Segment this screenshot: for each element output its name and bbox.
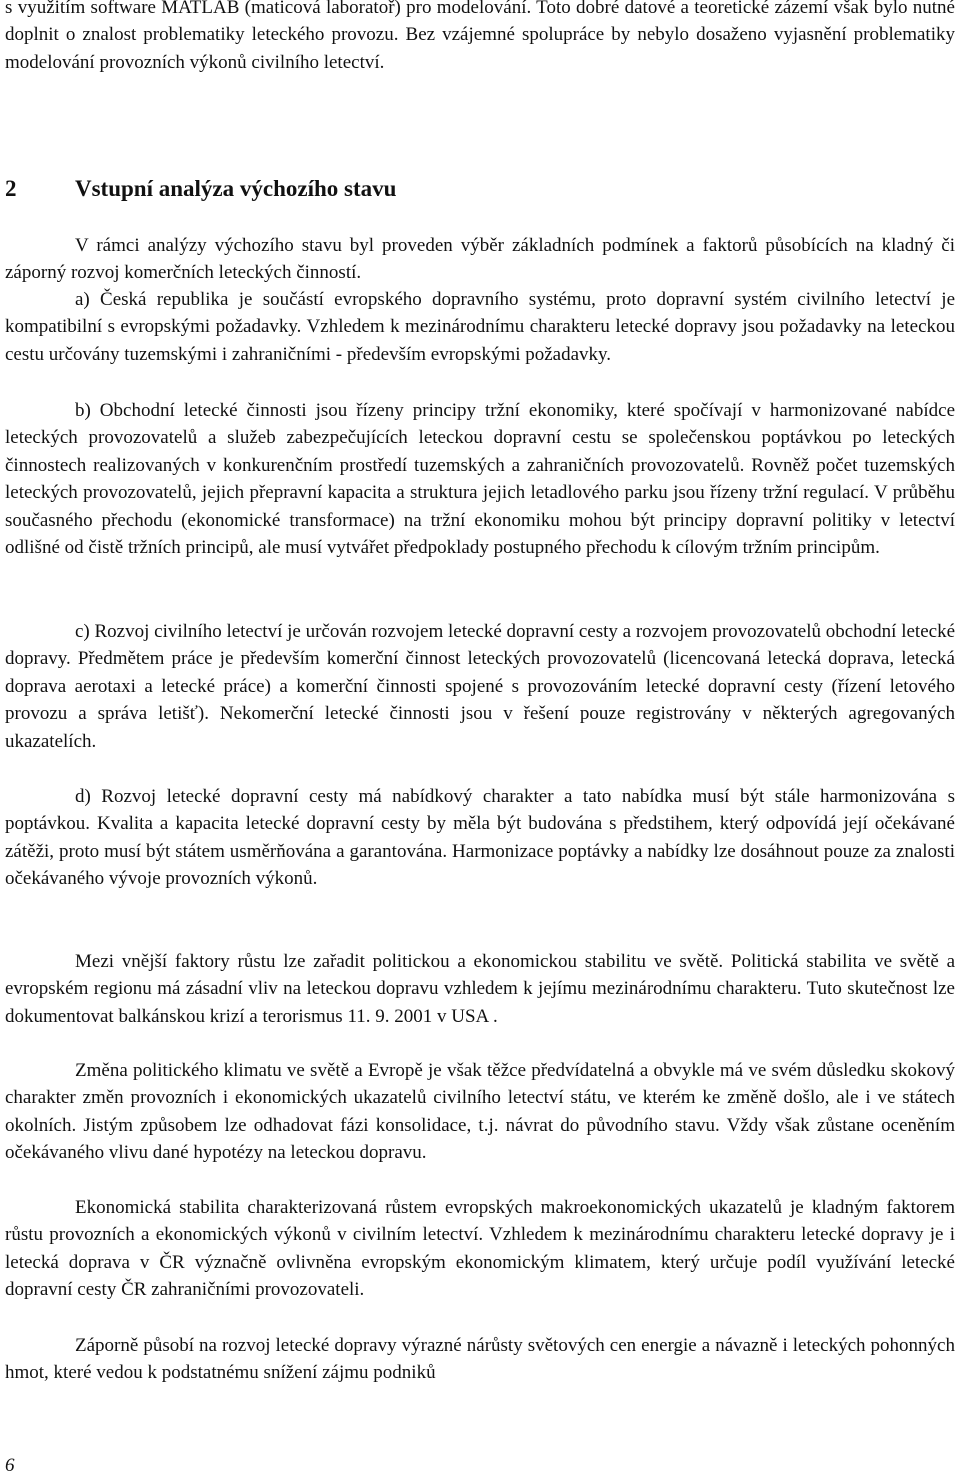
- paragraph-economic-stability: Ekonomická stabilita charakterizovaná růstem evropských makroekonomických ukazatelů je kladným faktorem růstu provozních a ekonomických výkonů v civilním letectví. Vzhledem k mezinárodnímu charakteru letecké dopravy je i letecká doprava v ČR význačně ovlivněna evropským ekonomickým klimatem, který určuje podíl využívání letecké dopravní cesty ČR zahraničními provozovateli.: [5, 1197, 955, 1301]
- paragraph-item-b: b) Obchodní letecké činnosti jsou řízeny principy tržní ekonomiky, které spočívají v harmonizované nabídce leteckých provozovatelů a služeb zabezpečujících leteckou dopravní cestu se společenskou poptávkou po leteckých činnostech realizovaných v konkurenčním prostředí tuzemských a zahraničních provozovatelů. Rovněž počet tuzemských leteckých provozovatelů, jejich přepravní kapacita a struktura jejich letadlového parku jsou řízeny tržní regulací. V průběhu současného přechodu (ekonomické transformace) na tržní ekonomiku mohou být principy dopravní politiky v letectví odlišné od čistě tržních principů, ale musí vytvářet předpoklady postupného přechodu k cílovým tržním principům.: [5, 400, 955, 559]
- intro-paragraph: s využitím software MATLAB (maticová laboratoř) pro modelování. Toto dobré datové a teoretické zázemí však bylo nutné doplnit o znalost problematiky leteckého provozu. Bez vzájemné spolupráce by nebylo dosaženo vyjasnění problematiky modelování provozních výkonů civilního letectví.: [5, 0, 955, 73]
- paragraph-item-a: a) Česká republika je součástí evropského dopravního systému, proto dopravní systém civilního letectví je kompatibilní s evropskými požadavky. Vzhledem k mezinárodnímu charakteru letecké dopravy jsou požadavky na leteckou cestu určovány tuzemskými i zahraničními - především evropskými požadavky.: [5, 289, 955, 365]
- paragraph-scope: V rámci analýzy výchozího stavu byl proveden výběr základních podmínek a faktorů působících na kladný či záporný rozvoj komerčních leteckých činností.: [5, 235, 955, 284]
- section-heading: [5, 175, 396, 203]
- page-number: 6: [5, 1455, 15, 1476]
- paragraph-external-factors: Mezi vnější faktory růstu lze zařadit politickou a ekonomickou stabilitu ve světě. Politická stabilita ve světě a evropském regionu má zásadní vliv na leteckou dopravu vzhledem k jejímu mezinárodnímu charakteru. Tuto skutečnost lze dokumentovat balkánskou krizí a terorismus 11. 9. 2001 v USA .: [5, 951, 955, 1027]
- paragraph-item-c: c) Rozvoj civilního letectví je určován rozvojem letecké dopravní cesty a rozvojem provozovatelů obchodní letecké dopravy. Předmětem práce je především komerční činnost leteckých provozovatelů (licencovaná letecká doprava, letecká doprava aerotaxi a letecké práce) a komerční činnosti spojené s provozováním letecké dopravní cesty (řízení letového provozu a správa letišť). Nekomerční letecké činnosti jsou v řešení pouze registrovány v některých agregovaných ukazatelích.: [5, 621, 956, 752]
- paragraph-item-d: d) Rozvoj letecké dopravní cesty má nabídkový charakter a tato nabídka musí být stále harmonizována s poptávkou. Kvalita a kapacita letecké dopravní cesty by měla být budována s předstihem, který odpovídá její očekávané zátěži, proto musí být státem usměrňována a garantována. Harmonizace poptávky a nabídky lze dosáhnout pouze za znalosti očekávaného vývoje provozních výkonů.: [5, 786, 955, 890]
- paragraph-political-climate: Změna politického klimatu ve světě a Evropě je však těžce předvídatelná a obvykle má ve svém důsledku skokový charakter změn provozních i ekonomických ukazatelů civilního letectví státu, ve kterém ke změně došlo, ale i ve státech okolních. Jistým způsobem lze odhadovat fázi konsolidace, t.j. návrat do původního stavu. Vždy však zůstane oceněním očekávaného vlivu dané hypotézy na leteckou dopravu.: [5, 1060, 955, 1164]
- section-title: Vstupní analýza výchozího stavu: [75, 176, 397, 201]
- section-number: 2: [5, 176, 17, 201]
- paragraph-energy-prices: Záporně působí na rozvoj letecké dopravy výrazné nárůsty světových cen energie a návazně i leteckých pohonných hmot, které vedou k podstatnému snížení zájmu podniků: [5, 1335, 955, 1384]
